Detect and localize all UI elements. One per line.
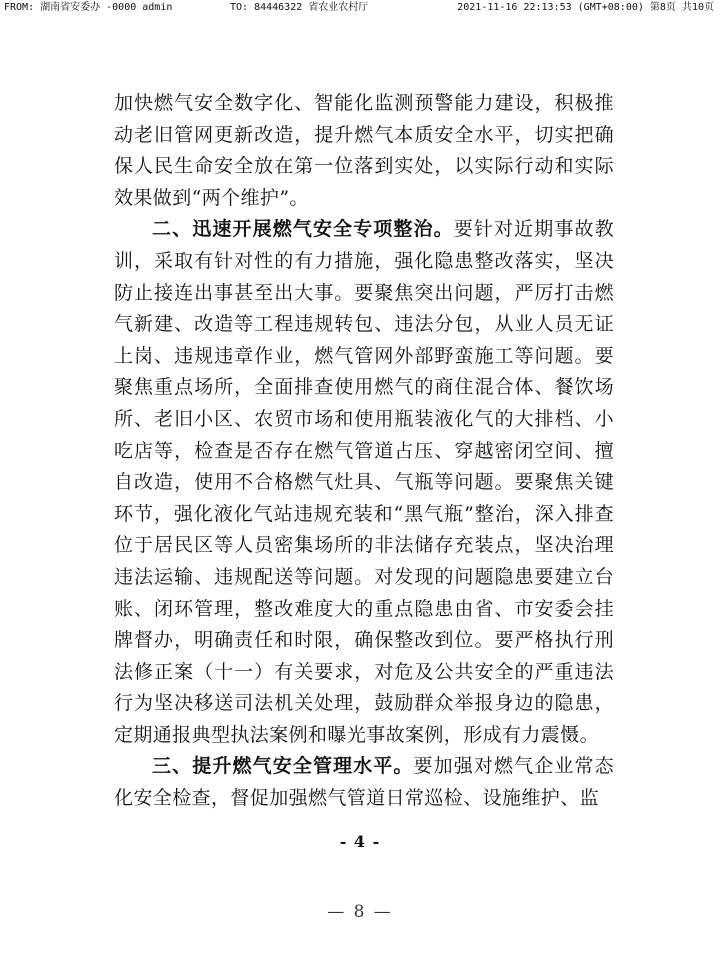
fax-timestamp: 2021-11-16 22:13:53 (GMT+08:00) 第8页 共10页 (457, 2, 714, 13)
paragraph-continued (114, 88, 614, 214)
paragraph-section-3 (114, 751, 614, 814)
paragraph-section-2 (114, 214, 614, 751)
section-heading: 二、迅速开展燃气安全专项整治。 (152, 218, 454, 241)
fax-to: TO: 84446322 省农业农村厅 (230, 2, 369, 13)
paragraph-text: 要针对近期事故教训，采取有针对性的有力措施，强化隐患整改落实，坚决防止接连出事甚至出大事。要聚焦突出问题，严厉打击燃气新建、改造等工程违规转包、违法分包，从业人员无证上岗、违规违章作业，燃气管网外部野蛮施工等问题。要聚焦重点场所，全面排查使用燃气的商住混合体、餐饮场所、老旧小区、农贸市场和使用瓶装液化气的大排档、小吃店等，检查是否存在燃气管道占压、穿越密闭空间、擅自改造，使用不合格燃气灶具、气瓶等问题。要聚焦关键环节，强化液化气站违规充装和“黑气瓶”整治，深入排查位于居民区等人员密集场所的非法储存充装点，坚决治理违法运输、违规配送等问题。对发现的问题隐患要建立台账、闭环管理，整改难度大的重点隐患由省、市安委会挂牌督办，明确责任和时限，确保整改到位。要严格执行刑法修正案（十一）有关要求，对危及公共安全的严重违法行为坚决移送司法机关处理，鼓励群众举报身边的隐患，定期通报典型执法案例和曝光事故案例，形成有力震慑。 (114, 218, 614, 746)
section-heading: 三、提升燃气安全管理水平。 (152, 755, 414, 778)
fax-header (0, 0, 720, 16)
page-number-outer: — 8 — (327, 902, 393, 922)
document-body (114, 88, 614, 815)
paragraph-text: 加快燃气安全数字化、智能化监测预警能力建设，积极推动老旧管网更新改造，提升燃气本质安全水平，切实把确保人民生命安全放在第一位落到实处，以实际行动和实际效果做到“两个维护”。 (114, 92, 614, 209)
page-number-inner: - 4 - (339, 832, 381, 851)
fax-from: FROM: 湖南省安委办 -0000 admin (4, 2, 173, 13)
paragraph-text: 要加强对燃气企业常态化安全检查，督促加强燃气管道日常巡检、设施维护、监 (114, 755, 614, 810)
